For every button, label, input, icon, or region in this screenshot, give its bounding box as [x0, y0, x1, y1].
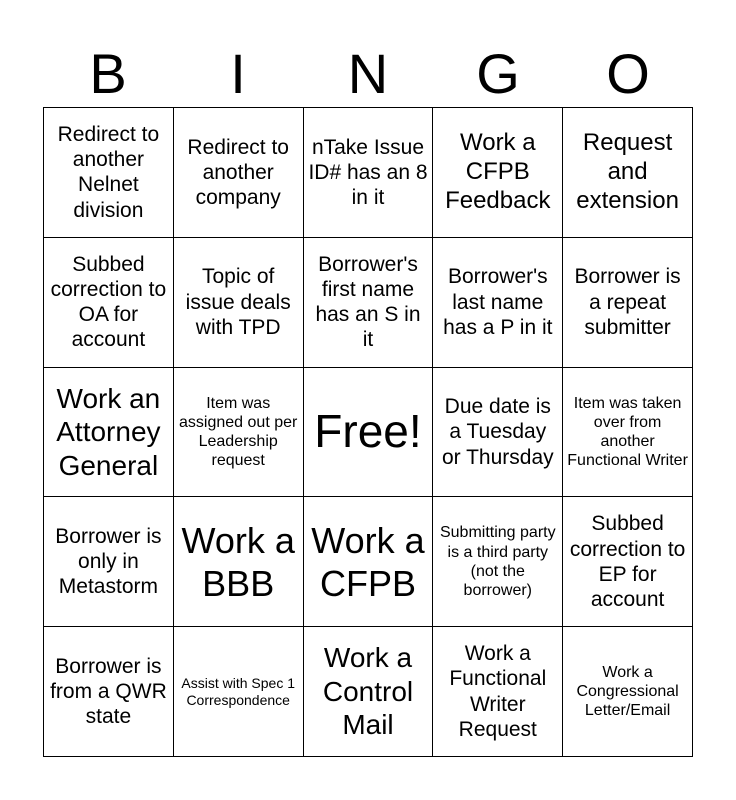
bingo-cell[interactable] [174, 108, 304, 238]
cell-text: Request and extension [576, 129, 679, 214]
bingo-cell[interactable] [433, 497, 563, 627]
bingo-cell[interactable] [174, 368, 304, 498]
header-letter-i: I [230, 42, 246, 105]
bingo-cell[interactable] [304, 108, 434, 238]
cell-text: Due date is a Tuesday or Thursday [441, 395, 554, 469]
cell-text: Borrower is a repeat submitter [574, 265, 681, 339]
bingo-cell[interactable] [304, 238, 434, 368]
cell-text: Work a BBB [181, 519, 295, 604]
cell-text: Work an Attorney General [56, 382, 161, 481]
cell-text: Work a Congressional Letter/Email [576, 663, 679, 720]
cell-text: Submitting party is a third party (not the borrower) [439, 524, 556, 599]
bingo-cell[interactable] [433, 368, 563, 498]
cell-text: Borrower is only in Metastorm [55, 525, 162, 599]
cell-text: Work a CFPB [311, 519, 425, 604]
cell-text: Borrower's last name has a P in it [443, 265, 553, 339]
cell-text: nTake Issue ID# has an 8 in it [308, 135, 428, 209]
bingo-cell[interactable] [44, 368, 174, 498]
cell-text: Assist with Spec 1 Correspondence [181, 674, 295, 708]
bingo-cell[interactable] [433, 108, 563, 238]
header-letter-b: B [89, 42, 127, 105]
bingo-cell[interactable] [563, 108, 693, 238]
bingo-cell[interactable] [563, 368, 693, 498]
header-letter-n: N [347, 42, 389, 105]
bingo-cell[interactable] [44, 108, 174, 238]
bingo-cell[interactable] [44, 627, 174, 757]
cell-text: Topic of issue deals with TPD [185, 265, 291, 339]
bingo-cell[interactable] [44, 238, 174, 368]
cell-text: Item was assigned out per Leadership request [179, 394, 298, 470]
bingo-cell[interactable] [174, 627, 304, 757]
bingo-cell[interactable] [174, 238, 304, 368]
cell-text: Item was taken over from another Functional Writer [567, 394, 688, 470]
header-letter-o: O [606, 42, 650, 105]
bingo-cell[interactable] [563, 497, 693, 627]
cell-text: Redirect to another company [187, 135, 289, 209]
bingo-cell[interactable] [563, 238, 693, 368]
bingo-cell[interactable] [433, 627, 563, 757]
bingo-cell[interactable] [304, 497, 434, 627]
bingo-header [43, 40, 693, 108]
bingo-board [43, 107, 693, 757]
cell-text: Subbed correction to EP for account [569, 512, 686, 611]
bingo-cell[interactable] [44, 497, 174, 627]
cell-text: Work a Functional Writer Request [449, 642, 547, 741]
free-space-text: Free! [314, 405, 422, 458]
free-space-cell[interactable] [304, 368, 434, 498]
bingo-cell[interactable] [433, 238, 563, 368]
cell-text: Borrower is from a QWR state [50, 654, 167, 729]
header-letter-g: G [476, 42, 520, 105]
cell-text: Redirect to another Nelnet division [57, 123, 160, 222]
bingo-cell[interactable] [563, 627, 693, 757]
cell-text: Borrower's first name has an S in it [315, 252, 421, 352]
cell-text: Work a CFPB Feedback [445, 129, 551, 214]
cell-text: Subbed correction to OA for account [50, 252, 167, 352]
cell-text: Work a Control Mail [322, 642, 414, 741]
bingo-cell[interactable] [174, 497, 304, 627]
bingo-cell[interactable] [304, 627, 434, 757]
